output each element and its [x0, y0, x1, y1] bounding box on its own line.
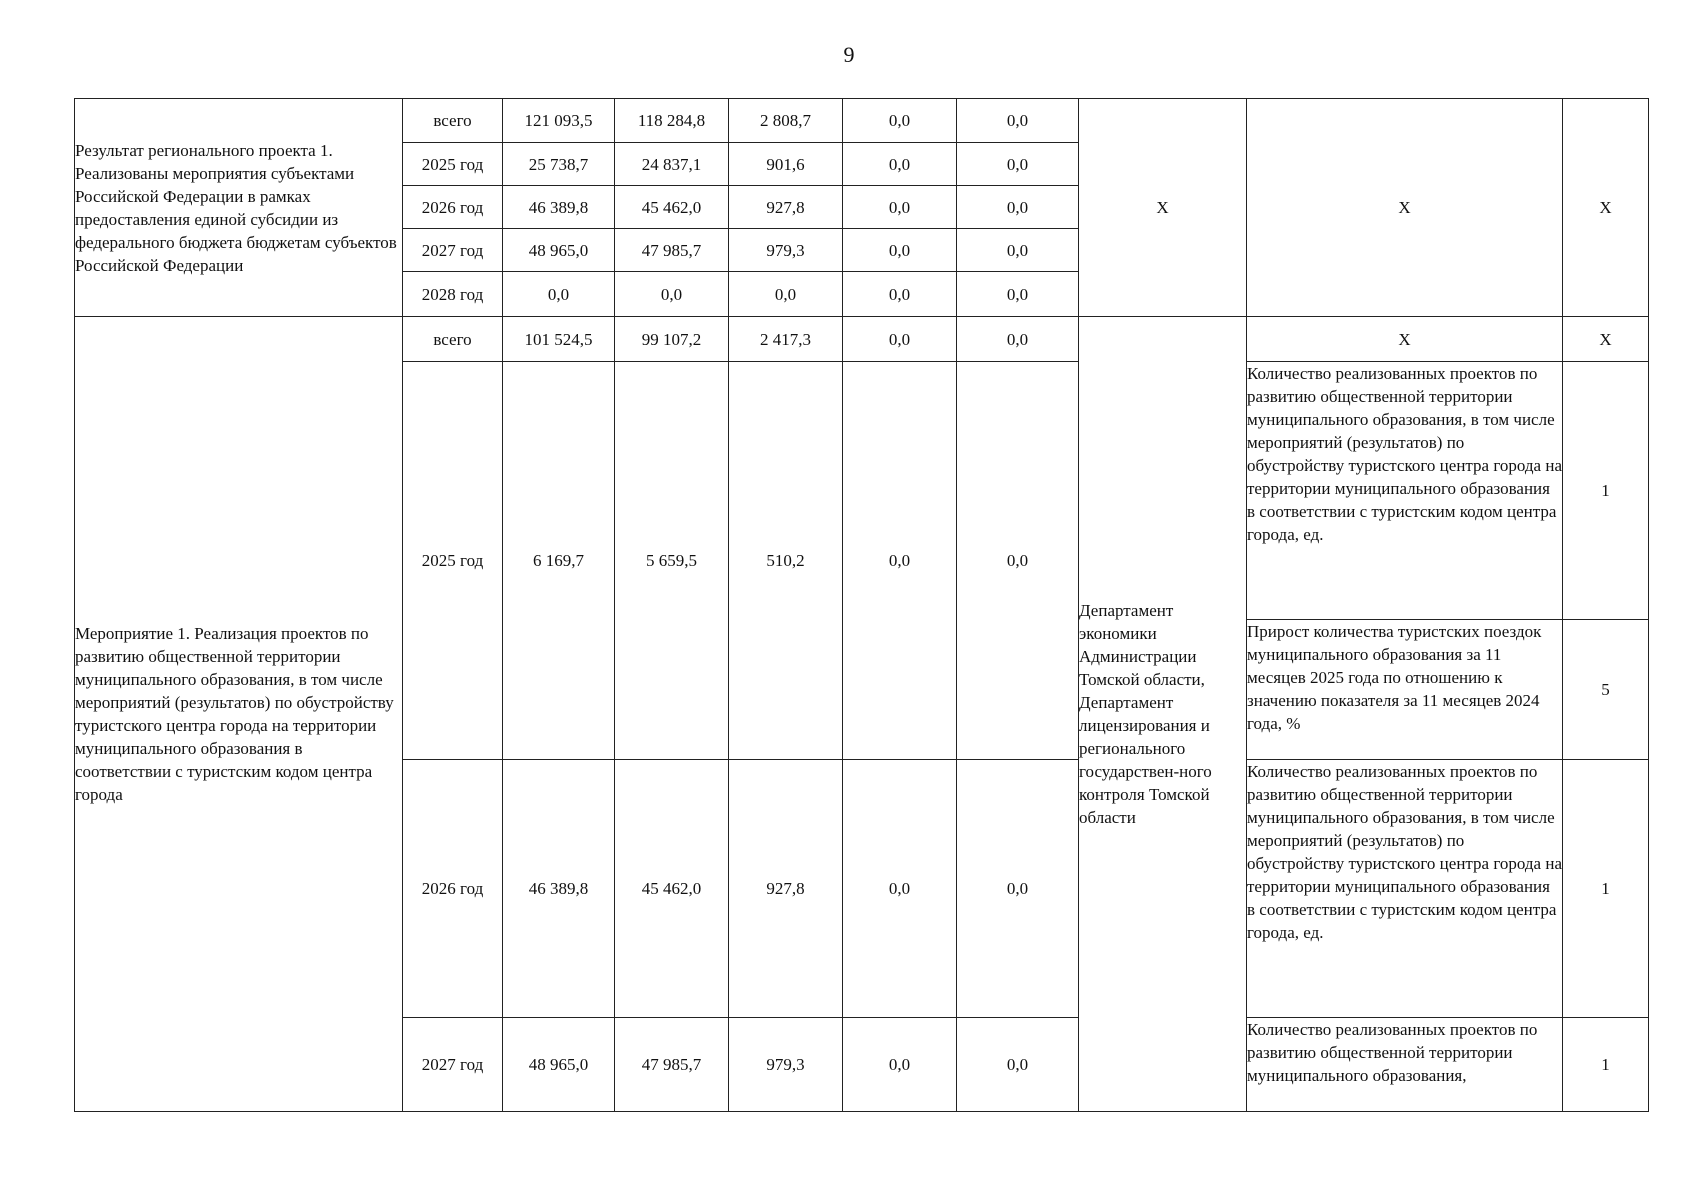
x-mark: X [1247, 317, 1563, 362]
value-cell: 979,3 [729, 1018, 843, 1112]
period-cell: всего [403, 99, 503, 143]
indicator-value: 1 [1563, 362, 1649, 620]
value-cell: 0,0 [957, 1018, 1079, 1112]
value-cell: 0,0 [957, 186, 1079, 229]
value-cell: 0,0 [843, 272, 957, 317]
value-cell: 48 965,0 [503, 229, 615, 272]
period-cell: всего [403, 317, 503, 362]
value-cell: 46 389,8 [503, 186, 615, 229]
x-mark: X [1079, 99, 1247, 317]
measure-name: Мероприятие 1. Реализация проектов по развитию общественной территории муниципального образования, в том числе мероприятий (результатов) по обустройству туристского центра города на территории муниципального образования в соответствии с туристским кодом центра города [75, 317, 403, 1112]
value-cell: 2 417,3 [729, 317, 843, 362]
value-cell: 101 524,5 [503, 317, 615, 362]
value-cell: 0,0 [957, 362, 1079, 760]
period-cell: 2025 год [403, 362, 503, 760]
indicator-value: 5 [1563, 620, 1649, 760]
value-cell: 0,0 [843, 760, 957, 1018]
value-cell: 0,0 [957, 317, 1079, 362]
value-cell: 47 985,7 [615, 1018, 729, 1112]
indicator-text: Количество реализованных проектов по развитию общественной территории муниципального образования, в том числе мероприятий (результатов) по обустройству туристского центра города на территории муниципального образования в соответствии с туристским кодом центра города, ед. [1247, 760, 1563, 1018]
period-cell: 2025 год [403, 143, 503, 186]
value-cell: 510,2 [729, 362, 843, 760]
value-cell: 0,0 [957, 272, 1079, 317]
value-cell: 0,0 [503, 272, 615, 317]
value-cell: 121 093,5 [503, 99, 615, 143]
indicator-text: Количество реализованных проектов по развитию общественной территории муниципального образования, в том числе мероприятий (результатов) по обустройству туристского центра города на территории муниципального образования в соответствии с туристским кодом центра города, ед. [1247, 362, 1563, 620]
value-cell: 47 985,7 [615, 229, 729, 272]
value-cell: 901,6 [729, 143, 843, 186]
value-cell: 5 659,5 [615, 362, 729, 760]
x-mark: X [1563, 317, 1649, 362]
value-cell: 45 462,0 [615, 186, 729, 229]
indicator-value: 1 [1563, 1018, 1649, 1112]
period-cell: 2028 год [403, 272, 503, 317]
result-name: Результат регионального проекта 1. Реализованы мероприятия субъектами Российской Федерации в рамках предоставления единой субсидии из федерального бюджета бюджетам субъектов Российской Федерации [75, 99, 403, 317]
value-cell: 25 738,7 [503, 143, 615, 186]
value-cell: 0,0 [843, 186, 957, 229]
indicator-text: Прирост количества туристских поездок муниципального образования за 11 месяцев 2025 года по отношению к значению показателя за 11 месяцев 2024 года, % [1247, 620, 1563, 760]
value-cell: 48 965,0 [503, 1018, 615, 1112]
indicator-value: 1 [1563, 760, 1649, 1018]
value-cell: 927,8 [729, 186, 843, 229]
page-number: 9 [843, 42, 855, 67]
value-cell: 0,0 [843, 143, 957, 186]
program-table [74, 98, 1649, 1112]
value-cell: 0,0 [729, 272, 843, 317]
value-cell: 118 284,8 [615, 99, 729, 143]
value-cell: 0,0 [843, 229, 957, 272]
period-cell: 2026 год [403, 760, 503, 1018]
value-cell: 99 107,2 [615, 317, 729, 362]
value-cell: 24 837,1 [615, 143, 729, 186]
value-cell: 46 389,8 [503, 760, 615, 1018]
value-cell: 0,0 [843, 1018, 957, 1112]
x-mark: X [1247, 99, 1563, 317]
table-row [75, 99, 1649, 143]
value-cell: 0,0 [843, 362, 957, 760]
value-cell: 0,0 [957, 143, 1079, 186]
indicator-text: Количество реализованных проектов по развитию общественной территории муниципального образования, [1247, 1018, 1563, 1112]
value-cell: 6 169,7 [503, 362, 615, 760]
value-cell: 2 808,7 [729, 99, 843, 143]
value-cell: 0,0 [957, 229, 1079, 272]
period-cell: 2026 год [403, 186, 503, 229]
value-cell: 0,0 [843, 99, 957, 143]
value-cell: 0,0 [615, 272, 729, 317]
value-cell: 45 462,0 [615, 760, 729, 1018]
value-cell: 0,0 [843, 317, 957, 362]
x-mark: X [1563, 99, 1649, 317]
executor-cell: Департамент экономики Администрации Томской области, Департамент лицензирования и регионального государствен-ного контроля Томской области [1079, 317, 1247, 1112]
value-cell: 979,3 [729, 229, 843, 272]
value-cell: 0,0 [957, 760, 1079, 1018]
period-cell: 2027 год [403, 1018, 503, 1112]
value-cell: 0,0 [957, 99, 1079, 143]
period-cell: 2027 год [403, 229, 503, 272]
table-row [75, 317, 1649, 362]
value-cell: 927,8 [729, 760, 843, 1018]
